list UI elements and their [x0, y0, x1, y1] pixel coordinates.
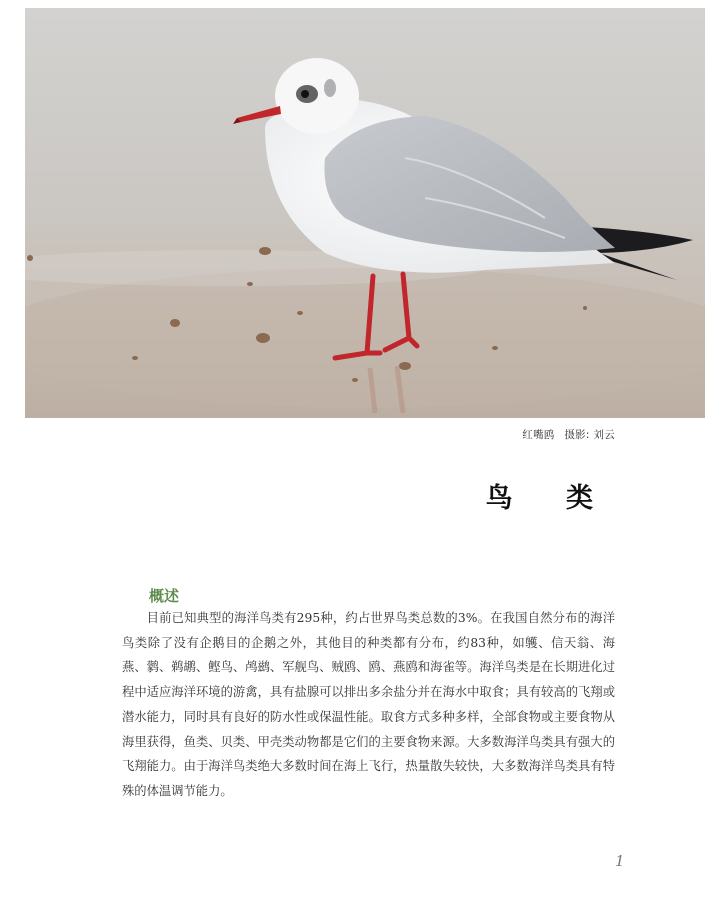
gull-photo: [25, 8, 705, 418]
overview-paragraph: 目前已知典型的海洋鸟类有295种，约占世界鸟类总数的3%。在我国自然分布的海洋鸟类除了没有企鹅目的企鹅之外，其他目的种类都有分布，约83种，如鹱、信天翁、海燕、鹲、鹈鹕、鲣鸟、鸬鹚、军舰鸟、贼鸥、鸥、燕鸥和海雀等。海洋鸟类是在长期进化过程中适应海洋环境的游禽，具有盐腺可以排出多余盐分并在海水中取食；具有较高的飞翔或潜水能力，同时具有良好的防水性或保温性能。取食方式多种多样，全部食物或主要食物从海里获得，鱼类、贝类、甲壳类动物都是它们的主要食物来源。大多数海洋鸟类具有强大的飞翔能力。由于海洋鸟类绝大多数时间在海上飞行，热量散失较快，大多数海洋鸟类具有特殊的体温调节能力。: [122, 611, 615, 798]
caption-credit: 摄影: 刘云: [564, 429, 615, 441]
page-number: 1: [615, 852, 625, 870]
caption-species: 红嘴鸥: [522, 429, 555, 441]
gull-illustration: [25, 8, 705, 418]
overview-heading: 概述: [149, 587, 180, 605]
section-title: 鸟 类: [485, 483, 615, 514]
photo-caption: [440, 427, 615, 442]
